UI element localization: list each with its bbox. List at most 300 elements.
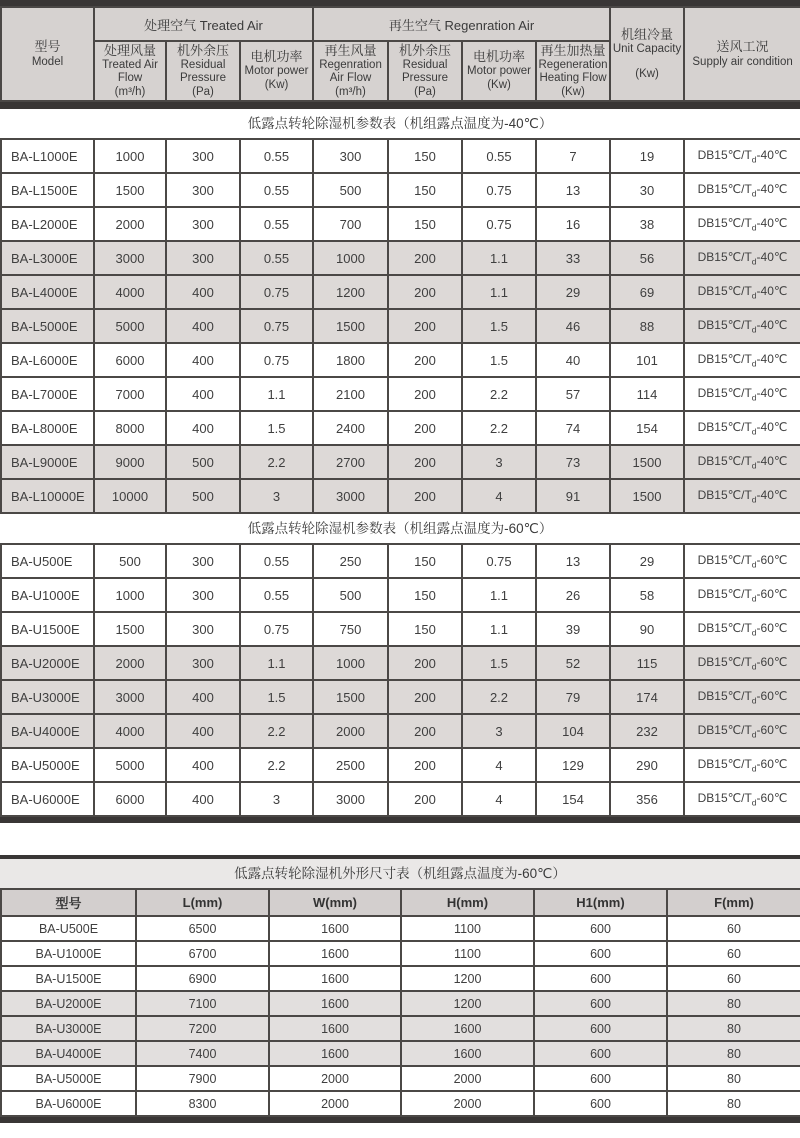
value-cell: 200 <box>388 241 462 275</box>
value-cell: 2000 <box>401 1091 534 1116</box>
value-cell: 1.1 <box>462 612 536 646</box>
model-cell: BA-U4000E <box>1 714 94 748</box>
value-cell: 1.1 <box>462 578 536 612</box>
value-cell: 400 <box>166 782 240 816</box>
value-cell: 60 <box>667 966 800 991</box>
dim-f-header: F(mm) <box>667 889 800 916</box>
value-cell: 26 <box>536 578 610 612</box>
model-cell: BA-U500E <box>1 916 136 941</box>
model-cell: BA-L7000E <box>1 377 94 411</box>
value-cell: 3000 <box>313 782 388 816</box>
value-cell: 400 <box>166 275 240 309</box>
model-cell: BA-U2000E <box>1 646 94 680</box>
value-cell: 60 <box>667 941 800 966</box>
value-cell: 7900 <box>136 1066 269 1091</box>
treated-air-group-header: 处理空气 Treated Air <box>94 7 313 41</box>
value-cell: 1000 <box>94 578 166 612</box>
supply-air-cn: 送风工况 <box>716 39 769 55</box>
value-cell: 6000 <box>94 782 166 816</box>
spec-table-40 <box>0 138 800 514</box>
value-cell: 2000 <box>269 1091 401 1116</box>
value-cell: 150 <box>388 544 462 578</box>
value-cell: 91 <box>536 479 610 513</box>
value-cell: 600 <box>534 1091 667 1116</box>
table-row <box>1 966 800 991</box>
col-treated-pressure-header: 机外余压 Residual Pressure (Pa) <box>166 41 240 101</box>
value-cell: 200 <box>388 275 462 309</box>
value-cell: 500 <box>313 173 388 207</box>
value-cell: 2.2 <box>240 714 313 748</box>
value-cell: 5000 <box>94 748 166 782</box>
supply-condition-cell: $DB15℃/T_d-40℃$ <box>684 377 800 411</box>
value-cell: 200 <box>388 782 462 816</box>
supply-condition-cell: $DB15℃/T_d-60℃$ <box>684 578 800 612</box>
value-cell: 150 <box>388 612 462 646</box>
value-cell: 8000 <box>94 411 166 445</box>
table-row <box>1 139 800 173</box>
value-cell: 1600 <box>269 966 401 991</box>
supply-condition-cell: $DB15℃/T_d-40℃$ <box>684 207 800 241</box>
value-cell: 600 <box>534 1066 667 1091</box>
value-cell: 6900 <box>136 966 269 991</box>
supply-condition-cell: $DB15℃/T_d-60℃$ <box>684 748 800 782</box>
model-cell: BA-U5000E <box>1 1066 136 1091</box>
model-cell: BA-L5000E <box>1 309 94 343</box>
dim-table-title: 低露点转轮除湿机外形尺寸表（机组露点温度为-60℃） <box>0 859 800 888</box>
value-cell: 1.1 <box>240 377 313 411</box>
value-cell: 2500 <box>313 748 388 782</box>
value-cell: 2.2 <box>462 680 536 714</box>
value-cell: 80 <box>667 1066 800 1091</box>
value-cell: 0.55 <box>462 139 536 173</box>
value-cell: 8300 <box>136 1091 269 1116</box>
value-cell: 1600 <box>269 991 401 1016</box>
col-regen-flow-header: 再生风量 Regenration Air Flow (m³/h) <box>313 41 388 101</box>
value-cell: 0.75 <box>240 612 313 646</box>
table-row <box>1 1041 800 1066</box>
value-cell: 5000 <box>94 309 166 343</box>
value-cell: 4 <box>462 782 536 816</box>
value-cell: 2.2 <box>240 748 313 782</box>
value-cell: 3000 <box>313 479 388 513</box>
value-cell: 57 <box>536 377 610 411</box>
value-cell: 46 <box>536 309 610 343</box>
value-cell: 200 <box>388 309 462 343</box>
model-cell: BA-U2000E <box>1 991 136 1016</box>
value-cell: 0.75 <box>462 207 536 241</box>
model-cell: BA-L3000E <box>1 241 94 275</box>
table-row <box>1 1091 800 1116</box>
value-cell: 2.2 <box>462 377 536 411</box>
value-cell: 7000 <box>94 377 166 411</box>
table-row <box>1 343 800 377</box>
supply-condition-cell: $DB15℃/T_d-40℃$ <box>684 173 800 207</box>
dim-l-header: L(mm) <box>136 889 269 916</box>
value-cell: 30 <box>610 173 684 207</box>
unit-capacity-cn: 机组冷量 <box>621 26 674 42</box>
value-cell: 700 <box>313 207 388 241</box>
value-cell: 2000 <box>401 1066 534 1091</box>
model-cell: BA-U3000E <box>1 680 94 714</box>
supply-condition-cell: $DB15℃/T_d-60℃$ <box>684 544 800 578</box>
value-cell: 7100 <box>136 991 269 1016</box>
value-cell: 29 <box>610 544 684 578</box>
model-column-header <box>1 7 94 101</box>
value-cell: 3 <box>240 479 313 513</box>
value-cell: 80 <box>667 1091 800 1116</box>
value-cell: 129 <box>536 748 610 782</box>
value-cell: 1000 <box>94 139 166 173</box>
value-cell: 1200 <box>401 991 534 1016</box>
value-cell: 300 <box>313 139 388 173</box>
value-cell: 1000 <box>313 241 388 275</box>
value-cell: 200 <box>388 411 462 445</box>
dim-w-header: W(mm) <box>269 889 401 916</box>
value-cell: 0.55 <box>240 241 313 275</box>
value-cell: 150 <box>388 207 462 241</box>
value-cell: 1200 <box>401 966 534 991</box>
value-cell: 1.5 <box>462 309 536 343</box>
value-cell: 356 <box>610 782 684 816</box>
value-cell: 13 <box>536 544 610 578</box>
value-cell: 1.1 <box>462 275 536 309</box>
value-cell: 0.75 <box>462 544 536 578</box>
value-cell: 56 <box>610 241 684 275</box>
supply-condition-cell: $DB15℃/T_d-40℃$ <box>684 309 800 343</box>
table-row <box>1 991 800 1016</box>
section-title-60: 低露点转轮除湿机参数表（机组露点温度为-60℃） <box>0 514 800 543</box>
dimension-table <box>0 888 800 1117</box>
value-cell: 0.75 <box>240 309 313 343</box>
value-cell: 300 <box>166 544 240 578</box>
dim-model-header: 型号 <box>1 889 136 916</box>
value-cell: 154 <box>610 411 684 445</box>
value-cell: 500 <box>166 479 240 513</box>
value-cell: 300 <box>166 207 240 241</box>
dim-h1-header: H1(mm) <box>534 889 667 916</box>
supply-condition-cell: $DB15℃/T_d-40℃$ <box>684 139 800 173</box>
value-cell: 300 <box>166 612 240 646</box>
value-cell: 4000 <box>94 714 166 748</box>
value-cell: 16 <box>536 207 610 241</box>
value-cell: 1600 <box>269 1016 401 1041</box>
value-cell: 0.55 <box>240 207 313 241</box>
value-cell: 1500 <box>610 445 684 479</box>
model-cell: BA-U1500E <box>1 966 136 991</box>
col-regen-pressure-header: 机外余压 Residual Pressure (Pa) <box>388 41 462 101</box>
value-cell: 33 <box>536 241 610 275</box>
table-row <box>1 941 800 966</box>
spec-table-60 <box>0 543 800 817</box>
value-cell: 1500 <box>94 612 166 646</box>
supply-air-en: Supply air condition <box>692 55 793 68</box>
table-row <box>1 241 800 275</box>
value-cell: 40 <box>536 343 610 377</box>
supply-condition-cell: $DB15℃/T_d-40℃$ <box>684 445 800 479</box>
supply-air-header <box>684 7 800 101</box>
value-cell: 0.55 <box>240 173 313 207</box>
value-cell: 4 <box>462 479 536 513</box>
model-cell: BA-U1000E <box>1 941 136 966</box>
value-cell: 10000 <box>94 479 166 513</box>
supply-condition-cell: $DB15℃/T_d-60℃$ <box>684 646 800 680</box>
value-cell: 400 <box>166 309 240 343</box>
value-cell: 400 <box>166 377 240 411</box>
value-cell: 2000 <box>94 207 166 241</box>
col-treated-motor-header: 电机功率 Motor power (Kw) <box>240 41 313 101</box>
supply-condition-cell: $DB15℃/T_d-60℃$ <box>684 714 800 748</box>
value-cell: 1.5 <box>240 680 313 714</box>
value-cell: 69 <box>610 275 684 309</box>
value-cell: 1600 <box>269 941 401 966</box>
dim-h-header: H(mm) <box>401 889 534 916</box>
spec-header-table <box>0 6 800 102</box>
value-cell: 200 <box>388 479 462 513</box>
value-cell: 3 <box>462 445 536 479</box>
header-divider-bar <box>0 102 800 109</box>
value-cell: 1.5 <box>462 343 536 377</box>
model-cell: BA-U6000E <box>1 1091 136 1116</box>
model-header-en: Model <box>31 55 64 68</box>
value-cell: 0.75 <box>240 343 313 377</box>
bottom-divider-bar <box>0 1117 800 1123</box>
value-cell: 154 <box>536 782 610 816</box>
value-cell: 3000 <box>94 241 166 275</box>
value-cell: 80 <box>667 1016 800 1041</box>
model-cell: BA-U1000E <box>1 578 94 612</box>
value-cell: 1.5 <box>462 646 536 680</box>
supply-condition-cell: $DB15℃/T_d-60℃$ <box>684 612 800 646</box>
value-cell: 200 <box>388 714 462 748</box>
table-row <box>1 309 800 343</box>
value-cell: 174 <box>610 680 684 714</box>
model-cell: BA-U4000E <box>1 1041 136 1066</box>
value-cell: 13 <box>536 173 610 207</box>
value-cell: 150 <box>388 139 462 173</box>
value-cell: 1600 <box>401 1041 534 1066</box>
value-cell: 750 <box>313 612 388 646</box>
value-cell: 1100 <box>401 941 534 966</box>
value-cell: 1.5 <box>240 411 313 445</box>
value-cell: 3 <box>462 714 536 748</box>
table-row <box>1 714 800 748</box>
value-cell: 80 <box>667 1041 800 1066</box>
value-cell: 0.55 <box>240 139 313 173</box>
value-cell: 79 <box>536 680 610 714</box>
value-cell: 200 <box>388 343 462 377</box>
value-cell: 4000 <box>94 275 166 309</box>
value-cell: 115 <box>610 646 684 680</box>
value-cell: 200 <box>388 377 462 411</box>
value-cell: 0.55 <box>240 544 313 578</box>
value-cell: 1800 <box>313 343 388 377</box>
model-cell: BA-U3000E <box>1 1016 136 1041</box>
supply-condition-cell: $DB15℃/T_d-60℃$ <box>684 782 800 816</box>
value-cell: 2100 <box>313 377 388 411</box>
value-cell: 2.2 <box>462 411 536 445</box>
supply-condition-cell: $DB15℃/T_d-40℃$ <box>684 343 800 377</box>
value-cell: 400 <box>166 680 240 714</box>
value-cell: 200 <box>388 646 462 680</box>
value-cell: 1100 <box>401 916 534 941</box>
table-row <box>1 377 800 411</box>
regen-air-group-header: 再生空气 Regenration Air <box>313 7 610 41</box>
value-cell: 1500 <box>610 479 684 513</box>
value-cell: 38 <box>610 207 684 241</box>
dim-header-row <box>1 889 800 916</box>
value-cell: 52 <box>536 646 610 680</box>
value-cell: 3000 <box>94 680 166 714</box>
value-cell: 600 <box>534 1016 667 1041</box>
value-cell: 7200 <box>136 1016 269 1041</box>
value-cell: 6000 <box>94 343 166 377</box>
value-cell: 600 <box>534 916 667 941</box>
value-cell: 600 <box>534 991 667 1016</box>
value-cell: 1500 <box>94 173 166 207</box>
table-row <box>1 680 800 714</box>
table-row <box>1 411 800 445</box>
value-cell: 400 <box>166 411 240 445</box>
value-cell: 1600 <box>269 916 401 941</box>
table-row <box>1 275 800 309</box>
table-row <box>1 646 800 680</box>
value-cell: 300 <box>166 139 240 173</box>
value-cell: 2700 <box>313 445 388 479</box>
model-cell: BA-L6000E <box>1 343 94 377</box>
value-cell: 29 <box>536 275 610 309</box>
value-cell: 250 <box>313 544 388 578</box>
table-gap <box>0 823 800 855</box>
value-cell: 400 <box>166 748 240 782</box>
value-cell: 90 <box>610 612 684 646</box>
value-cell: 3 <box>240 782 313 816</box>
value-cell: 232 <box>610 714 684 748</box>
value-cell: 0.55 <box>240 578 313 612</box>
table-row <box>1 612 800 646</box>
model-cell: BA-L1500E <box>1 173 94 207</box>
value-cell: 1.1 <box>240 646 313 680</box>
value-cell: 1600 <box>269 1041 401 1066</box>
value-cell: 500 <box>313 578 388 612</box>
value-cell: 2400 <box>313 411 388 445</box>
table-row <box>1 916 800 941</box>
value-cell: 4 <box>462 748 536 782</box>
value-cell: 300 <box>166 173 240 207</box>
value-cell: 600 <box>534 1041 667 1066</box>
supply-condition-cell: $DB15℃/T_d-40℃$ <box>684 275 800 309</box>
value-cell: 1500 <box>313 309 388 343</box>
value-cell: 101 <box>610 343 684 377</box>
value-cell: 1600 <box>401 1016 534 1041</box>
value-cell: 7 <box>536 139 610 173</box>
value-cell: 1500 <box>313 680 388 714</box>
model-cell: BA-U6000E <box>1 782 94 816</box>
model-cell: BA-U500E <box>1 544 94 578</box>
model-cell: BA-L1000E <box>1 139 94 173</box>
value-cell: 2000 <box>313 714 388 748</box>
value-cell: 1.1 <box>462 241 536 275</box>
value-cell: 500 <box>166 445 240 479</box>
value-cell: 9000 <box>94 445 166 479</box>
value-cell: 2000 <box>269 1066 401 1091</box>
table-row <box>1 782 800 816</box>
header-group-row <box>1 7 800 41</box>
value-cell: 2000 <box>94 646 166 680</box>
unit-capacity-unit: (Kw) <box>635 67 659 80</box>
col-regen-heating-header: 再生加热量 Regeneration Heating Flow (Kw) <box>536 41 610 101</box>
value-cell: 19 <box>610 139 684 173</box>
value-cell: 80 <box>667 991 800 1016</box>
value-cell: 300 <box>166 578 240 612</box>
table-row <box>1 544 800 578</box>
model-cell: BA-L9000E <box>1 445 94 479</box>
col-regen-motor-header: 电机功率 Motor power (Kw) <box>462 41 536 101</box>
value-cell: 39 <box>536 612 610 646</box>
value-cell: 1200 <box>313 275 388 309</box>
value-cell: 0.75 <box>240 275 313 309</box>
model-cell: BA-L4000E <box>1 275 94 309</box>
section-title-40: 低露点转轮除湿机参数表（机组露点温度为-40℃） <box>0 109 800 138</box>
col-treated-flow-header: 处理风量 Treated Air Flow (m³/h) <box>94 41 166 101</box>
value-cell: 150 <box>388 173 462 207</box>
model-cell: BA-U5000E <box>1 748 94 782</box>
value-cell: 0.75 <box>462 173 536 207</box>
value-cell: 400 <box>166 714 240 748</box>
value-cell: 58 <box>610 578 684 612</box>
table-row <box>1 479 800 513</box>
table-row <box>1 207 800 241</box>
unit-capacity-header <box>610 7 684 101</box>
value-cell: 60 <box>667 916 800 941</box>
value-cell: 290 <box>610 748 684 782</box>
value-cell: 500 <box>94 544 166 578</box>
table-row <box>1 445 800 479</box>
value-cell: 114 <box>610 377 684 411</box>
value-cell: 73 <box>536 445 610 479</box>
table-row <box>1 748 800 782</box>
value-cell: 200 <box>388 680 462 714</box>
value-cell: 74 <box>536 411 610 445</box>
table-row <box>1 1066 800 1091</box>
model-cell: BA-L10000E <box>1 479 94 513</box>
table-row <box>1 173 800 207</box>
model-header-cn: 型号 <box>34 39 61 55</box>
value-cell: 600 <box>534 941 667 966</box>
supply-condition-cell: $DB15℃/T_d-60℃$ <box>684 680 800 714</box>
model-cell: BA-U1500E <box>1 612 94 646</box>
model-cell: BA-L8000E <box>1 411 94 445</box>
value-cell: 88 <box>610 309 684 343</box>
supply-condition-cell: $DB15℃/T_d-40℃$ <box>684 479 800 513</box>
value-cell: 6700 <box>136 941 269 966</box>
table-row <box>1 1016 800 1041</box>
unit-capacity-en: Unit Capacity <box>612 42 682 55</box>
value-cell: 104 <box>536 714 610 748</box>
value-cell: 200 <box>388 445 462 479</box>
value-cell: 300 <box>166 646 240 680</box>
value-cell: 150 <box>388 578 462 612</box>
value-cell: 600 <box>534 966 667 991</box>
value-cell: 300 <box>166 241 240 275</box>
value-cell: 2.2 <box>240 445 313 479</box>
value-cell: 7400 <box>136 1041 269 1066</box>
value-cell: 1000 <box>313 646 388 680</box>
value-cell: 200 <box>388 748 462 782</box>
table-row <box>1 578 800 612</box>
model-cell: BA-L2000E <box>1 207 94 241</box>
supply-condition-cell: $DB15℃/T_d-40℃$ <box>684 411 800 445</box>
supply-condition-cell: $DB15℃/T_d-40℃$ <box>684 241 800 275</box>
